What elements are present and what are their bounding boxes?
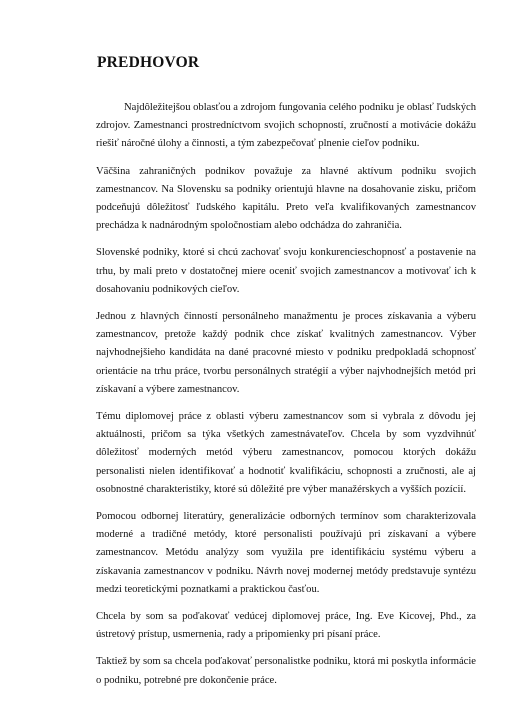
paragraph-7: Chcela by som sa poďakovať vedúcej diplomovej práce, Ing. Eve Kicovej, Phd., za ústretový prístup, usmernenia, rady a pripomienky pri písaní práce.: [96, 611, 476, 641]
paragraph-4: Jednou z hlavných činností personálneho manažmentu je proces získavania a výberu zamestnancov, pretože každý podnik chce získať kvalitných zamestnancov. Výber najvhodnejšieho kandidáta na dané pracovné miesto v podniku predpokladá schopnosť orientácie na trhu práce, tvorbu personálnych stratégií a výber najvhodnejších metód pri získavaní a výbere zamestnancov.: [96, 311, 476, 395]
paragraph-3: Slovenské podniky, ktoré si chcú zachovať svoju konkurencieschopnosť a postavenie na trhu, by mali preto v dostatočnej miere oceniť svojich zamestnancov a motivovať ich k dosahovaniu podnikových cieľov.: [96, 247, 476, 295]
paragraph-6: Pomocou odbornej literatúry, generalizácie odborných termínov som charakterizovala moderné a tradičné metódy, ktoré personalisti používajú pri získavaní a výbere zamestnancov. Metódu analýzy som využila pre identifikáciu systému výberu a získavania zamestnancov v podniku. Návrh novej modernej metódy predstavuje syntézu medzi teoretickými poznatkami a praktickou časťou.: [96, 511, 476, 595]
paragraph-1: Najdôležitejšou oblasťou a zdrojom fungovania celého podniku je oblasť ľudských zdrojov. Zamestnanci prostredníctvom svojich schopností, zručností a motivácie dokážu riešiť náročné úlohy a činnosti, a tým zabezpečovať plnenie cieľov podniku.: [96, 102, 476, 150]
paragraph-5: Tému diplomovej práce z oblasti výberu zamestnancov som si vybrala z dôvodu jej aktuálnosti, pričom sa týka všetkých zamestnávateľov. Chcela by som vyzdvihnúť dôležitosť moderných metód výberu zamestnancov, pomocou ktorých dokážu personalisti nielen identifikovať a hodnotiť kvalifikáciu, schopnosti a zručnosti, ale aj osobnostné charakteristiky, ktoré sú dôležité pre výber manažérskych a vyšších pozícií.: [96, 411, 476, 495]
paragraph-2: Väčšina zahraničných podnikov považuje za hlavné aktívum podniku svojich zamestnancov. Na Slovensku sa podniky orientujú hlavne na dosahovanie zisku, pričom podceňujú dôležitosť ľudského kapitálu. Preto veľa kvalifikovaných zamestnancov prechádza k nadnárodným spoločnostiam alebo odchádza do zahraničia.: [96, 165, 476, 232]
preface-body: [96, 99, 476, 699]
paragraph-8: Taktiež by som sa chcela poďakovať personalistke podniku, ktorá mi poskytla informácie o podniku, potrebné pre dokončenie práce.: [96, 656, 476, 686]
page-title: PREDHOVOR: [97, 54, 200, 71]
